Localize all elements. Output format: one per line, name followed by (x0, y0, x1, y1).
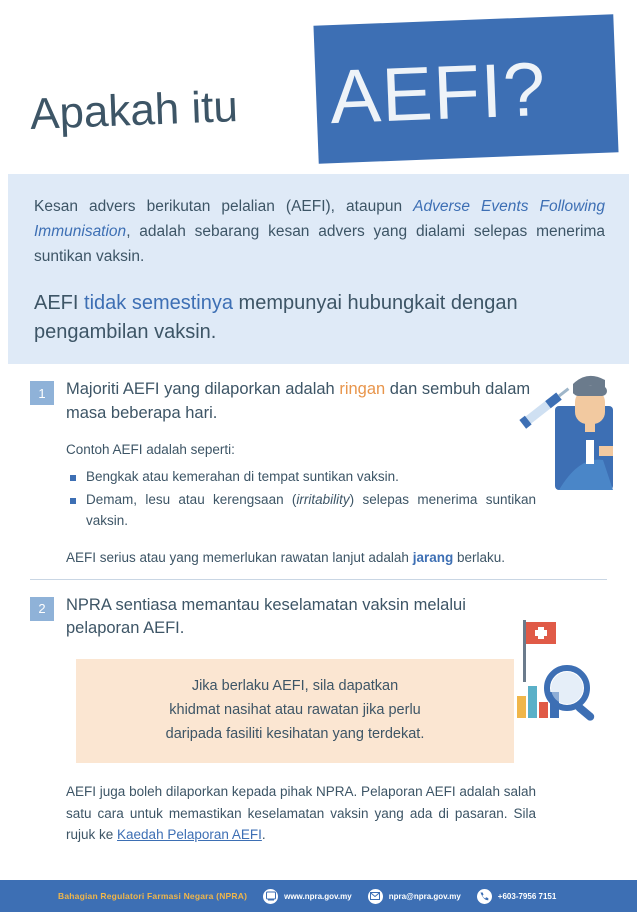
callout-line-1: Jika berlaku AEFI, sila dapatkan (191, 678, 399, 695)
section-1-badge: 1 (30, 381, 54, 405)
callout-box (76, 659, 514, 763)
globe-icon (263, 889, 278, 904)
footer-bar (0, 880, 637, 912)
section-2 (8, 580, 629, 856)
section-2-paragraph (66, 781, 536, 846)
list-item (70, 490, 536, 532)
section-1-title-1: Majoriti AEFI yang dilaporkan adalah (66, 380, 340, 399)
footer-phone[interactable] (477, 889, 557, 904)
after-end: . (261, 827, 266, 843)
bullet-2-italic: irritability (296, 491, 350, 507)
intro-lead-italic: Adverse Events Following Immunisation (34, 198, 605, 241)
intro-lead-1: Kesan advers berikutan pelalian (AEFI), ataupun (34, 198, 414, 215)
vaccination-illustration (507, 372, 623, 490)
section-1-closing-1: AEFI serius atau yang memerlukan rawatan lanjut adalah (66, 549, 413, 565)
intro-big-2: mempunyai hubungkait dengan pengambilan vaksin. (34, 292, 518, 343)
list-item: Bengkak atau kemerahan di tempat suntikan vaksin. (70, 467, 536, 488)
bullet-2-text-a: Demam, lesu atau kerengsaan ( (86, 491, 297, 507)
page-title-accent: AEFI? (328, 46, 548, 141)
section-1-title-highlight: ringan (339, 380, 386, 399)
header (8, 8, 629, 174)
footer-website[interactable] (263, 889, 352, 904)
contoh-label: Contoh AEFI adalah seperti: (66, 441, 235, 457)
section-1-closing-2: berlaku. (453, 549, 505, 565)
section-1-bullet-list (70, 467, 536, 532)
section-2-badge: 2 (30, 597, 54, 621)
section-1-title-2: dan sembuh dalam masa beberapa hari. (66, 380, 531, 423)
footer-phone-label: +603-7956 7151 (497, 891, 557, 901)
footer-website-label: www.npra.gov.my (284, 891, 352, 901)
intro-lead-2: , adalah sebarang kesan advers yang dialami selepas menerima suntikan vaksin. (34, 223, 605, 266)
footer-email[interactable] (368, 889, 461, 904)
intro-box (8, 174, 629, 364)
intro-paragraph (34, 194, 605, 269)
section-2-footer-text (66, 781, 536, 846)
bullet-2-text-b: ) selepas menerima suntikan vaksin. (86, 491, 536, 528)
kaedah-pelaporan-link[interactable]: Kaedah Pelaporan AEFI (117, 827, 262, 843)
footer-email-label: npra@npra.gov.my (388, 891, 461, 901)
section-1-body (66, 440, 536, 569)
section-1-closing (66, 548, 536, 569)
section-1-closing-highlight: jarang (412, 549, 454, 565)
intro-highlight (34, 289, 605, 346)
section-1 (8, 364, 629, 578)
intro-big-1: AEFI (34, 292, 85, 315)
section-2-title: NPRA sentiasa memantau keselamatan vaksin melalui pelaporan AEFI. (66, 595, 466, 638)
page-title: Apakah itu (29, 82, 239, 139)
footer-org: Bahagian Regulatori Farmasi Negara (NPRA) (58, 891, 248, 901)
callout-line-2: khidmat nasihat atau rawatan jika perlu (169, 702, 421, 719)
envelope-icon (368, 889, 383, 904)
monitoring-illustration (501, 618, 611, 728)
section-1-title (66, 378, 536, 426)
infographic-inner (8, 8, 629, 880)
after-text: AEFI juga boleh dilaporkan kepada pihak NPRA. Pelaporan AEFI adalah salah satu cara untuk memastikan keselamatan vaksin yang ada di pasaran. Sila rujuk ke (66, 784, 536, 843)
phone-icon (477, 889, 492, 904)
callout-line-3: daripada fasiliti kesihatan yang terdekat. (165, 726, 425, 743)
intro-big-highlight: tidak semestinya (84, 292, 233, 315)
